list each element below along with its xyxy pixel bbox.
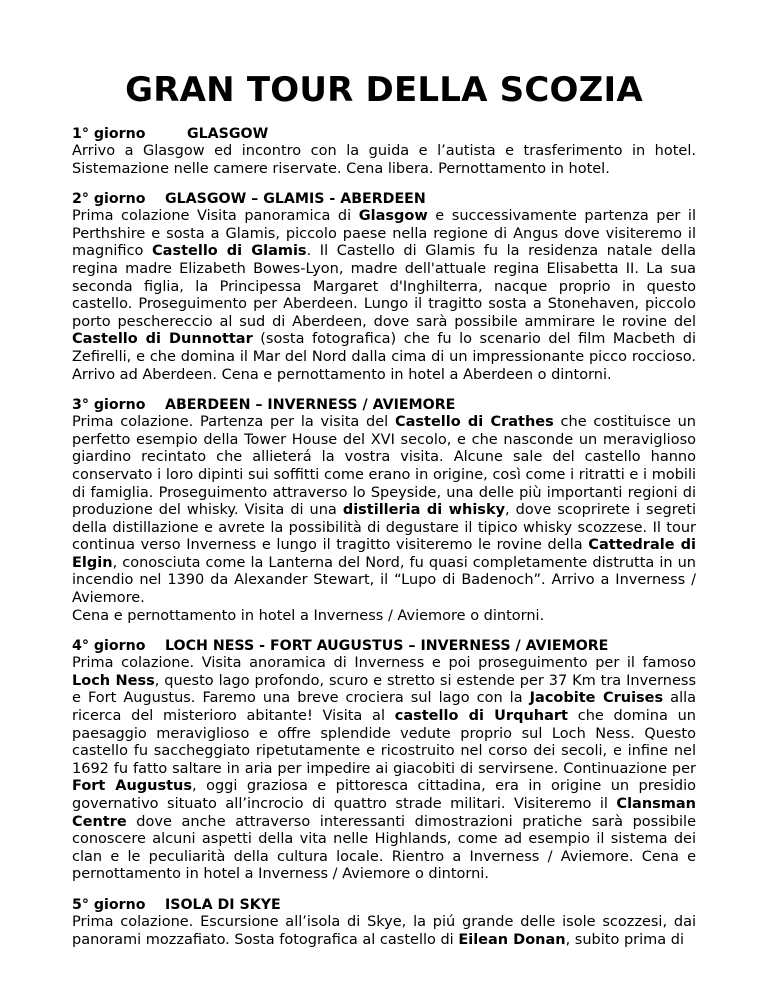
body-text: . Il Castello di Glamis fu la residenza natale della regina madre Elizabeth Bowes-Lyon, madre dell'attuale regina Elisabetta II. La sua seconda figlia, la Principessa Margaret d'Inghilterra, nacque proprio in questo castello. Proseguimento per Aberdeen. Lungo il tragitto sosta a Stonehaven, piccolo porto peschereccio al sud di Aberdeen, dove sarà possibile ammirare le rovine del — [72, 243, 696, 330]
day-route: LOCH NESS - FORT AUGUSTUS – INVERNESS / AVIEMORE — [165, 638, 609, 655]
body-text: Prima colazione. Visita anoramica di Inverness e poi proseguimento per il famoso — [72, 655, 696, 672]
body-text: che costituisce un perfetto esempio della Tower House del XVI secolo, e che nasconde un meraviglioso giardino recintato che allieterá la vostra visita. Alcune sale del castello hanno conservato i loro dipinti sui soffitti come erano in origine, così come i ritratti e i mobili di famiglia. Proseguimento attraverso lo Speyside, una delle più importanti regioni di produzione del whisky. Visita di una — [72, 414, 696, 519]
highlight-text: Glasgow — [358, 208, 428, 225]
document-title: GRAN TOUR DELLA SCOZIA — [125, 70, 643, 110]
highlight-text: Castello di Dunnottar — [72, 331, 253, 348]
day-heading — [72, 897, 696, 914]
body-text: Prima colazione. Escursione all’isola di Skye, la piú grande delle isole scozzesi, dai panorami mozzafiato. Sosta fotografica al castello di — [72, 913, 696, 948]
highlight-text: Clansman Centre — [72, 796, 696, 830]
highlight-text: Castello di Glamis — [152, 243, 307, 260]
highlight-text: Loch Ness — [72, 672, 155, 689]
day-route: GLASGOW – GLAMIS - ABERDEEN — [165, 191, 426, 208]
day-heading — [72, 397, 696, 414]
day-route: GLASGOW — [187, 126, 269, 142]
highlight-text: Jacobite Cruises — [529, 690, 664, 707]
day-description — [72, 414, 696, 608]
document-page — [72, 70, 696, 962]
body-text: , oggi graziosa e pittoresca cittadina, era in origine un presidio governativo situato all’incrocio di quattro strade militari. Visiteremo il — [72, 778, 696, 812]
body-text: (sosta fotografica) che fu lo scenario del film Macbeth di Zefirelli, e che domina il Mar del Nord dalla cima di un impressionante picco roccioso. Arrivo ad Aberdeen. Cena e pernottamento in hotel a Aberdeen o dintorni. — [72, 331, 697, 383]
day-label: 3° giorno — [72, 397, 146, 414]
itinerary — [72, 126, 696, 949]
highlight-text: Eilean Donan — [458, 931, 566, 948]
highlight-text: castello di Urquhart — [394, 708, 568, 725]
day-section — [72, 397, 696, 625]
day-heading — [72, 638, 696, 655]
body-text: , conosciuta come la Lanterna del Nord, fu quasi completamente distrutta in un incendio nel 1390 da Alexander Stewart, il “Lupo di Badenoch”. Arrivo a Inverness / Aviemore. — [72, 554, 696, 607]
day-label: 2° giorno — [72, 191, 146, 208]
day-description — [72, 608, 696, 626]
body-text: , questo lago profondo, scuro e stretto si estende per 37 Km tra Inverness e Fort Augustus. Faremo una breve crociera sul lago con la — [72, 672, 696, 707]
day-section — [72, 897, 696, 949]
day-label: 4° giorno — [72, 638, 146, 655]
body-text: Cena e pernottamento in hotel a Inverness / Aviemore o dintorni. — [72, 607, 545, 624]
day-route: ABERDEEN – INVERNESS / AVIEMORE — [165, 397, 456, 414]
day-label: 5° giorno — [72, 896, 146, 913]
body-text: che domina un paesaggio meraviglioso e offre splendide vedute proprio sul Loch Ness. Questo castello fu saccheggiato ripetutamente e ricostruito nel corso dei secoli, e infine nel 1692 fu fatto saltare in aria per impedire ai giacobiti di servirsene. Continuazione per — [72, 708, 696, 777]
body-text: , subito prima di — [565, 931, 685, 948]
body-text: , dove scoprirete i segreti della distillazione e avrete la possibilità di degustare il tipico whisky scozzese. Il tour continua verso Inverness e lungo il tragitto visiteremo le rovine della — [72, 502, 696, 554]
day-route: ISOLA DI SKYE — [165, 896, 281, 913]
day-section — [72, 638, 696, 884]
day-heading — [72, 191, 696, 208]
body-text: Prima colazione. Partenza per la visita del — [72, 414, 395, 431]
day-description — [72, 208, 696, 384]
body-text: Prima colazione Visita panoramica di — [72, 208, 359, 225]
body-text: Arrivo a Glasgow ed incontro con la guida e l’autista e trasferimento in hotel. Sistemazione nelle camere riservate. Cena libera. Pernottamento in hotel. — [72, 143, 696, 177]
highlight-text: Fort Augustus — [72, 778, 193, 795]
highlight-text: Cattedrale di Elgin — [72, 537, 697, 571]
day-description — [72, 143, 696, 178]
day-description — [72, 914, 696, 949]
highlight-text: distilleria di whisky — [342, 502, 506, 519]
body-text: dove anche attraverso interessanti dimostrazioni pratiche sarà possibile conoscere alcuni aspetti della vita nelle Highlands, come ad esempio il sistema dei clan e le peculiarità della cultura locale. Rientro a Inverness / Aviemore. Cena e pernottamento in hotel a Inverness / Aviemore o dintorni. — [72, 813, 696, 883]
highlight-text: Castello di Crathes — [394, 414, 554, 431]
day-heading — [72, 126, 696, 143]
body-text: alla ricerca del misterioro abitante! Visita al — [72, 690, 697, 725]
day-description — [72, 655, 696, 884]
body-text: e successivamente partenza per il Perthshire e sosta a Glamis, piccolo paese nella regione di Angus dove visiteremo il magnifico — [72, 208, 696, 260]
day-label: 1° giorno — [72, 126, 146, 142]
day-section — [72, 191, 696, 384]
day-section — [72, 126, 696, 178]
